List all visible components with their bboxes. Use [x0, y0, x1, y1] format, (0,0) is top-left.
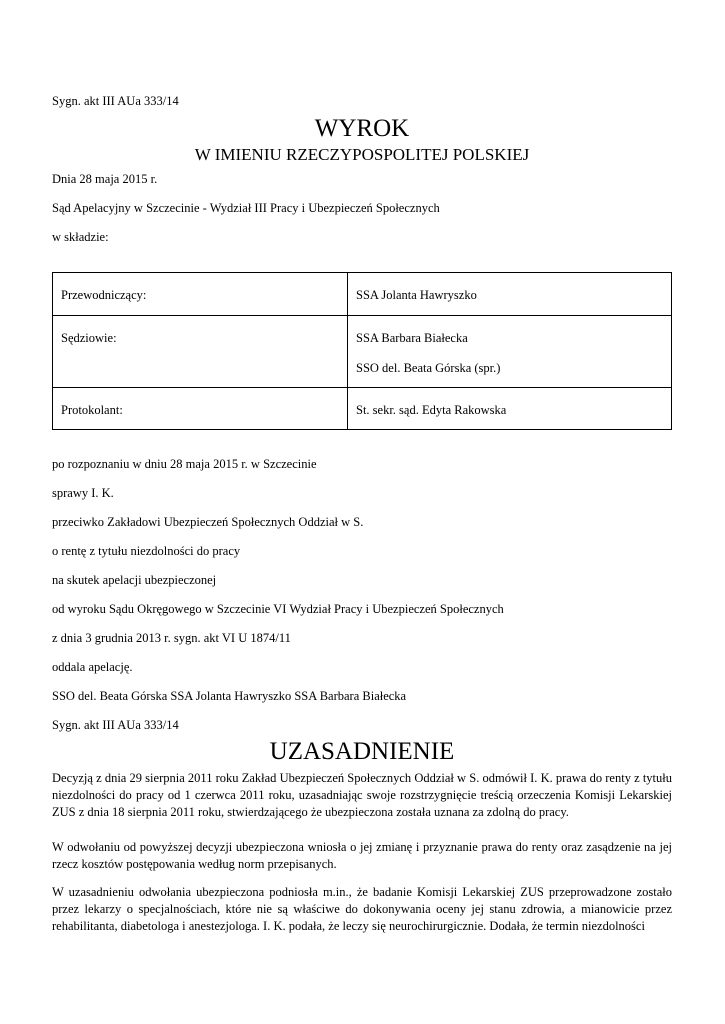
ruling-line: po rozpoznaniu w dniu 28 maja 2015 r. w Szczecinie [52, 457, 317, 471]
presiding-label: Przewodniczący: [53, 273, 348, 316]
justification-paragraph: W uzasadnieniu odwołania ubezpieczona podniosła m.in., że badanie Komisji Lekarskiej ZUS przeprowadzone zostało przez lekarzy o specjalnościach, które nie są właściwe do dokonywania oceny jej stanu zdrowia, a mianowicie przez rehabilitanta, diabetologa i anestezjologa. I. K. podała, że leczy się neurochirurgicznie. Dodała, że termin niezdolności [52, 885, 672, 933]
presiding-row [53, 273, 672, 316]
ruling-line: przeciwko Zakładowi Ubezpieczeń Społecznych Oddział w S. [52, 515, 364, 529]
judge-name: SSO del. Beata Górska (spr.) [356, 361, 501, 375]
ruling-decision: oddala apelację. [52, 660, 133, 674]
justification-title: UZASADNIENIE [269, 738, 455, 765]
clerk-label: Protokolant: [53, 388, 348, 430]
justification-case-number: Sygn. akt III AUa 333/14 [52, 718, 179, 732]
judgment-subtitle: W IMIENIU RZECZYPOSPOLITEJ POLSKIEJ [194, 145, 530, 164]
judges-label: Sędziowie: [53, 316, 348, 388]
judgment-date: Dnia 28 maja 2015 r. [52, 172, 158, 186]
ruling-line: od wyroku Sądu Okręgowego w Szczecinie VI Wydział Pracy i Ubezpieczeń Społecznych [52, 602, 504, 616]
justification-paragraph: Decyzją z dnia 29 sierpnia 2011 roku Zakład Ubezpieczeń Społecznych Oddział w S. odmówił I. K. prawa do renty z tytułu niezdolności do pracy od 1 czerwca 2011 roku, uzasadniając swoje rozstrzygnięcie treścią orzeczenia Komisji Lekarskiej ZUS z dnia 18 sierpnia 2011 roku, stwierdzającego że ubezpieczona została uznana za zdolną do pracy. [52, 771, 672, 819]
judge-name: SSA Barbara Białecka [356, 331, 468, 345]
presiding-name: SSA Jolanta Hawryszko [348, 273, 672, 316]
ruling-line: sprawy I. K. [52, 486, 114, 500]
ruling-line: z dnia 3 grudnia 2013 r. sygn. akt VI U 1874/11 [52, 631, 291, 645]
case-number: Sygn. akt III AUa 333/14 [52, 94, 179, 108]
ruling-line: o rentę z tytułu niezdolności do pracy [52, 544, 241, 558]
judges-row [53, 316, 672, 388]
judgment-title: WYROK [314, 115, 410, 142]
judges-cell [348, 316, 672, 388]
justification-paragraph: W odwołaniu od powyższej decyzji ubezpieczona wniosła o jej zmianę i przyznanie prawa do renty oraz zasądzenie na jej rzecz kosztów postępowania według norm przepisanych. [52, 840, 672, 871]
signatures: SSO del. Beata Górska SSA Jolanta Hawryszko SSA Barbara Białecka [52, 689, 407, 703]
clerk-row [53, 388, 672, 430]
ruling-line: na skutek apelacji ubezpieczonej [52, 573, 217, 587]
clerk-name: St. sekr. sąd. Edyta Rakowska [348, 388, 672, 430]
bench-table [52, 272, 672, 430]
composition-label: w składzie: [52, 230, 109, 244]
court-name: Sąd Apelacyjny w Szczecinie - Wydział III Pracy i Ubezpieczeń Społecznych [52, 201, 440, 215]
